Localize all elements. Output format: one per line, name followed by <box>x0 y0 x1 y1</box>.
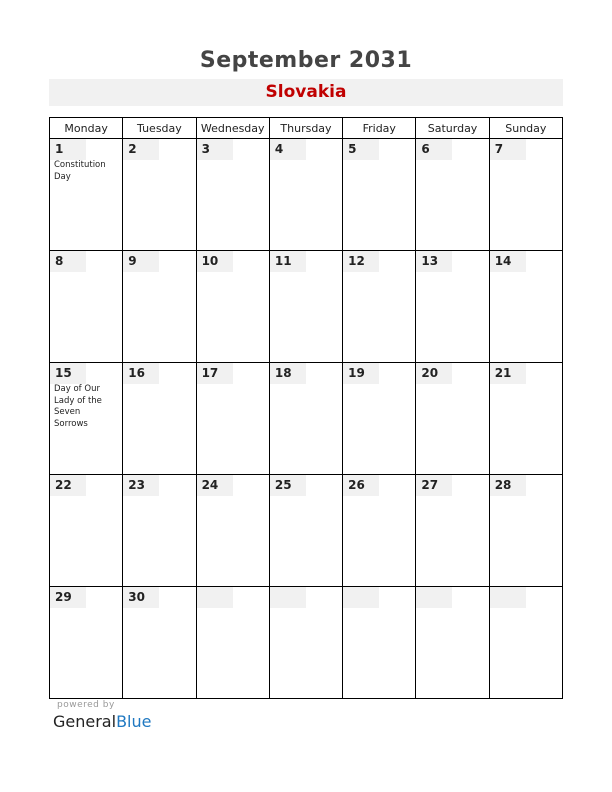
date-number: 9 <box>128 254 137 268</box>
date-label-box <box>270 587 306 608</box>
date-number: 12 <box>348 254 365 268</box>
date-label-box <box>343 363 379 384</box>
weekday-header-wednesday: Wednesday <box>196 118 269 139</box>
date-number: 8 <box>55 254 64 268</box>
empty-day-cell <box>269 587 342 699</box>
holiday-label: Day of Our Lady of the Seven Sorrows <box>54 384 102 429</box>
date-number: 2 <box>128 142 137 156</box>
date-label-box <box>490 139 526 160</box>
date-number: 16 <box>128 366 145 380</box>
day-cell <box>489 139 562 251</box>
weekday-header-tuesday: Tuesday <box>123 118 196 139</box>
day-cell <box>50 251 123 363</box>
date-number: 17 <box>201 366 219 380</box>
week-row <box>50 475 563 587</box>
day-cell <box>269 475 342 587</box>
weekday-header-row <box>50 118 563 139</box>
day-cell <box>123 363 196 475</box>
date-number: 3 <box>201 142 210 156</box>
date-label-box <box>343 587 379 608</box>
date-label-box <box>416 139 452 160</box>
date-label-box <box>343 251 379 272</box>
logo-text-general: General <box>53 712 117 731</box>
date-label-box <box>123 139 159 160</box>
calendar-title: September 2031 <box>199 48 413 73</box>
date-number: 24 <box>201 478 219 492</box>
date-number: 21 <box>494 366 512 380</box>
date-label-box <box>197 587 233 608</box>
weekday-header-friday: Friday <box>343 118 416 139</box>
week-row <box>50 251 563 363</box>
week-row <box>50 363 563 475</box>
date-label-box <box>123 251 159 272</box>
day-cell <box>50 139 123 251</box>
date-label-box <box>197 475 233 496</box>
date-label-box <box>490 251 526 272</box>
date-label-box <box>50 587 86 608</box>
date-label-box <box>416 587 452 608</box>
date-label-box <box>270 139 306 160</box>
date-label-box <box>270 475 306 496</box>
date-number: 5 <box>348 142 357 156</box>
day-cell <box>343 139 416 251</box>
date-number: 18 <box>274 366 292 380</box>
date-number: 13 <box>421 254 439 268</box>
date-label-box <box>416 251 452 272</box>
country-banner <box>49 79 563 106</box>
date-label-box <box>50 251 86 272</box>
date-number: 11 <box>274 254 292 268</box>
day-cell <box>343 251 416 363</box>
date-label-box <box>416 363 452 384</box>
date-label-box <box>343 139 379 160</box>
date-number: 28 <box>494 478 512 492</box>
generalblue-logo[interactable] <box>53 712 151 731</box>
weekday-header-saturday: Saturday <box>416 118 489 139</box>
day-cell <box>123 139 196 251</box>
day-cell <box>416 475 489 587</box>
date-label-box <box>270 363 306 384</box>
day-cell <box>343 363 416 475</box>
weekday-header-monday: Monday <box>50 118 123 139</box>
date-label-box <box>123 475 159 496</box>
day-cell <box>123 251 196 363</box>
day-cell <box>416 251 489 363</box>
date-label-box <box>270 251 306 272</box>
date-number: 22 <box>55 478 72 492</box>
date-label-box <box>197 139 233 160</box>
date-number: 7 <box>494 142 504 156</box>
empty-day-cell <box>416 587 489 699</box>
day-cell <box>416 139 489 251</box>
day-cell <box>123 475 196 587</box>
day-cell <box>196 363 269 475</box>
day-cell <box>269 363 342 475</box>
date-label-box <box>50 139 86 160</box>
date-number: 15 <box>55 366 72 380</box>
day-cell <box>50 587 123 699</box>
date-label-box <box>197 251 233 272</box>
date-label-box <box>123 587 159 608</box>
day-cell <box>50 363 123 475</box>
day-cell <box>343 475 416 587</box>
date-label-box <box>490 363 526 384</box>
day-cell <box>196 475 269 587</box>
date-number: 4 <box>274 142 284 156</box>
day-cell <box>489 363 562 475</box>
day-cell <box>416 363 489 475</box>
weekday-header-thursday: Thursday <box>269 118 342 139</box>
date-label-box <box>50 363 86 384</box>
holiday-label: Constitution Day <box>54 160 106 182</box>
day-cell <box>196 139 269 251</box>
date-number: 23 <box>128 478 145 492</box>
date-label-box <box>197 363 233 384</box>
weekday-header-sunday: Sunday <box>489 118 562 139</box>
day-cell <box>196 251 269 363</box>
month-calendar-grid <box>49 117 563 699</box>
day-cell <box>489 251 562 363</box>
date-label-box <box>123 363 159 384</box>
week-row <box>50 139 563 251</box>
day-cell <box>50 475 123 587</box>
date-number: 27 <box>421 478 439 492</box>
powered-by-label: powered by <box>57 700 115 710</box>
date-number: 20 <box>421 366 439 380</box>
empty-day-cell <box>489 587 562 699</box>
date-number: 19 <box>348 366 365 380</box>
day-cell <box>269 251 342 363</box>
date-label-box <box>490 475 526 496</box>
date-number: 14 <box>494 254 512 268</box>
logo-text-blue: Blue <box>116 712 152 731</box>
day-cell <box>269 139 342 251</box>
date-number: 10 <box>201 254 219 268</box>
date-number: 25 <box>274 478 292 492</box>
date-number: 1 <box>55 142 64 156</box>
country-name: Slovakia <box>265 82 347 102</box>
date-number: 29 <box>55 590 72 604</box>
date-label-box <box>490 587 526 608</box>
date-label-box <box>416 475 452 496</box>
date-label-box <box>50 475 86 496</box>
day-cell <box>123 587 196 699</box>
date-number: 30 <box>128 590 145 604</box>
date-number: 26 <box>348 478 365 492</box>
date-number: 6 <box>421 142 430 156</box>
empty-day-cell <box>196 587 269 699</box>
date-label-box <box>343 475 379 496</box>
day-cell <box>489 475 562 587</box>
empty-day-cell <box>343 587 416 699</box>
week-row <box>50 587 563 699</box>
